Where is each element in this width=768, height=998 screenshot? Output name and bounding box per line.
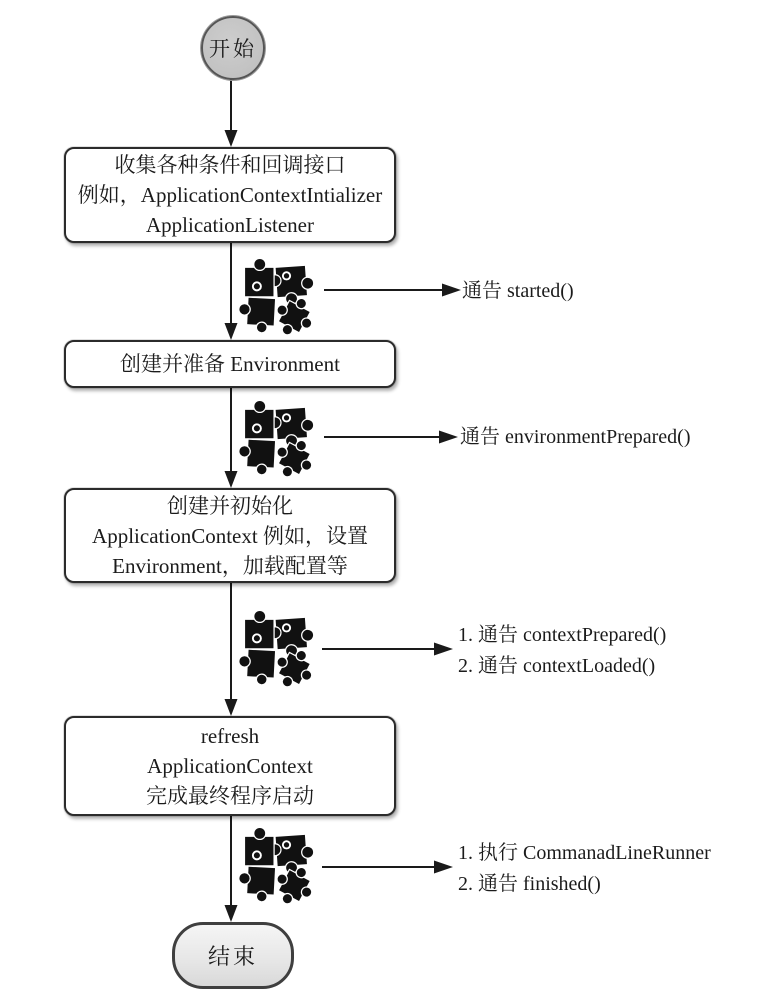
annotation-text-line: 1. 通告 contextPrepared() [458,624,667,646]
step-text-line: 创建并初始化 [167,493,293,518]
step-prepare-environment-box [64,340,396,388]
puzzle-pieces-icon [232,393,320,479]
annotation-text-line: 通告 environmentPrepared() [460,426,691,448]
puzzle-pieces-icon [232,820,320,906]
step-text-line: refresh [200,724,260,748]
annotation-started [462,276,574,307]
puzzle-pieces-icon [232,603,320,689]
step-text-line: 例如，ApplicationContextIntializer [77,183,383,207]
end-node [172,922,294,989]
start-node [201,16,265,80]
annotation-text-line: 1. 执行 CommanadLineRunner [458,842,711,864]
step-text-line: 完成最终程序启动 [146,784,314,808]
step-text-line: Environment，加载配置等 [112,553,348,578]
annotation-text-line: 2. 通告 finished() [458,873,601,895]
end-node-label: 结束 [207,944,258,969]
annotation-text-line: 2. 通告 contextLoaded() [458,655,656,677]
step-text-line: 创建并准备 Environment [120,352,340,376]
annotation-environment-prepared [460,422,690,453]
step-text-line: ApplicationContext [147,754,313,778]
start-node-label: 开始 [209,37,257,61]
step-create-application-context-box [64,488,396,583]
annotation-context-prepared-loaded [458,620,666,682]
step-text-line: ApplicationListener [146,213,314,237]
step-refresh-context-box [64,716,396,816]
annotation-runner-finished [458,838,711,900]
step-text-line: 收集各种条件和回调接口 [114,153,346,177]
step-collect-conditions-box [64,147,396,243]
annotation-text-line: 通告 started() [462,280,574,302]
puzzle-pieces-icon [232,251,320,337]
step-text-line: ApplicationContext 例如，设置 [92,523,368,548]
